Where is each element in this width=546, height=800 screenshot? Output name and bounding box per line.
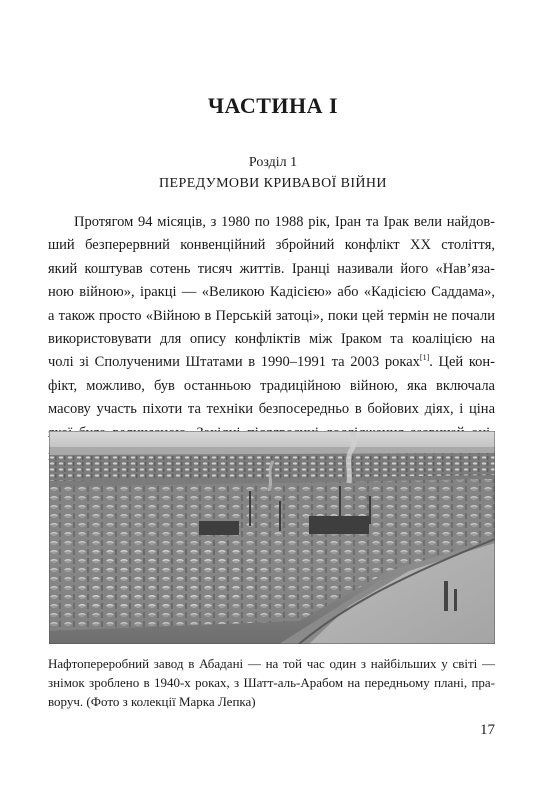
body-line: Протягом 94 місяців, з 1980 по 1988 рік, Іран та Ірак вели найдов- [74,214,495,230]
caption-line: знімок зроблено в 1940-х роках, з Шатт-аль-Арабом на передньому плані, пра- [48,675,495,690]
caption-line: воруч. (Фото з колекції Марка Лепка) [48,694,256,709]
footnote-reference[interactable]: [1] [419,353,430,363]
refinery-photo [49,431,495,644]
part-title: ЧАСТИНА І [207,93,339,118]
body-line: ною війною», іракці — «Великою Кадісією» або «Кадісією Саддама», [48,284,495,301]
caption-line: Нафтопереробний завод в Абадані — на той час один з найбільших у світі — [48,656,495,671]
chapter-label: Розділ 1 [248,155,298,170]
body-line-text: чолі зі Сполученими Штатами в 1990–1991 та 2003 роках [48,354,420,371]
body-line-with-footnote [48,351,495,374]
page-number: 17 [480,722,495,738]
photo-illustration [49,431,495,644]
body-line: ший безперервний конвенційний збройний конфлікт ХХ століття, [48,237,495,254]
body-line: використовувати для опису конфліктів між Іраком та коаліцією на [48,331,495,348]
body-line: фікт, можливо, був останньою традиційною війною, яка включала [48,377,495,394]
body-line-tail: . Цей кон- [429,354,495,371]
photo-caption [48,654,495,711]
body-line: а також просто «Війною в Перській затоці», поки цей термін не почали [48,307,495,324]
chapter-title: ПЕРЕДУМОВИ КРИВАВОЇ ВІЙНИ [159,176,387,191]
body-line: масову участь піхоти та техніки безпосередньо в бойових діях, і ціна [48,401,495,418]
body-text [48,211,495,468]
body-line: який коштував сотень тисяч життів. Іранці називали його «Нав’яза- [48,260,495,277]
